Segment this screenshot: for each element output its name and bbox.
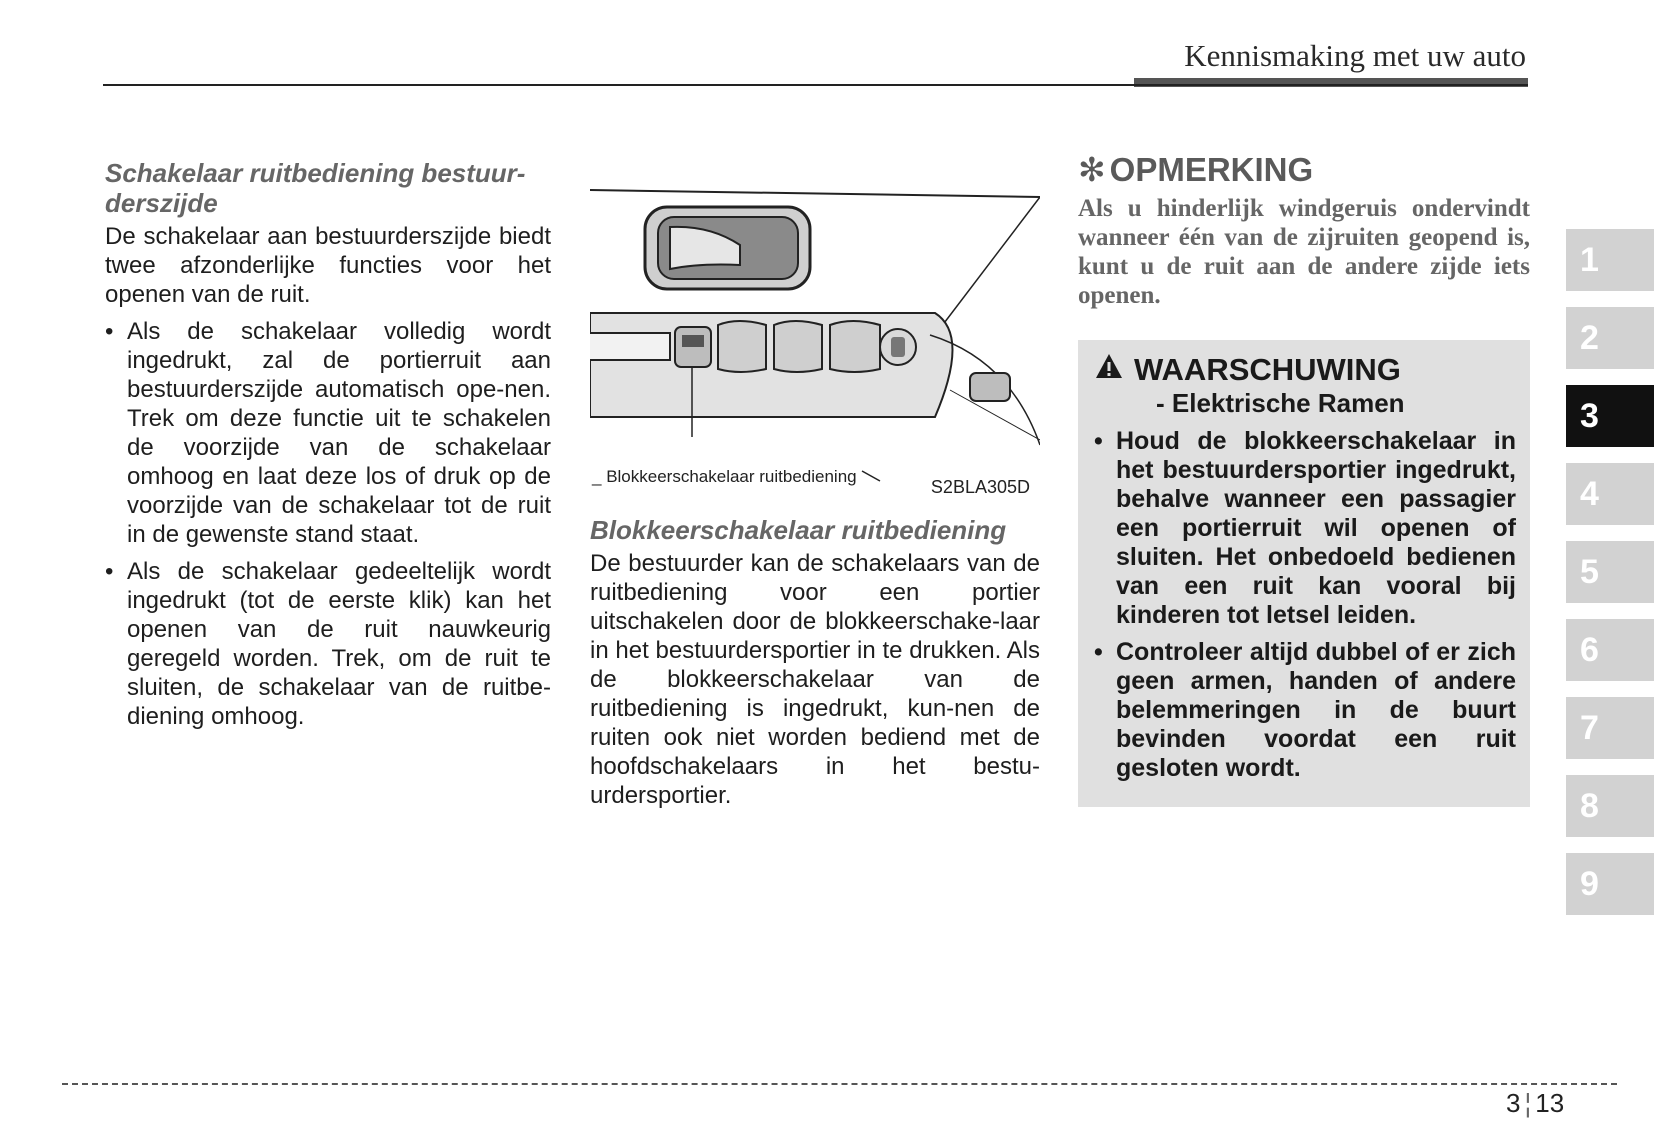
right-column <box>1078 152 1530 807</box>
running-header-title: Kennismaking met uw auto <box>1184 38 1526 73</box>
chapter-tab-5[interactable]: 5 <box>1566 541 1654 603</box>
note-body: Als u hinderlijk windgeruis ondervindt wanneer één van de zijruiten geopend is, kunt u de ruit aan de andere zijde iets openen. <box>1078 195 1530 309</box>
warning-triangle-icon <box>1094 352 1124 387</box>
bullet-list <box>105 317 551 731</box>
chapter-tab-2[interactable]: 2 <box>1566 307 1654 369</box>
note-heading <box>1078 152 1530 188</box>
page-separator: ¦ <box>1524 1088 1532 1118</box>
figure-caption-text: Blokkeerschakelaar ruitbediening <box>606 467 857 486</box>
bullet-item: • Als de schakelaar gedeeltelijk wordt ingedrukt (tot de eerste klik) kan het openen van de ruit nauwkeurig geregeld worden. Trek, om de ruit te sluiten, de schakelaar van de ruitbe-diening omhoog. <box>105 557 551 731</box>
chapter-tab-3[interactable]: 3 <box>1566 385 1654 447</box>
figure-code: S2BLA305D <box>930 477 1030 497</box>
intro-paragraph: De schakelaar aan bestuurderszijde biedt twee afzonderlijke functies voor het openen van de ruit. <box>105 223 551 308</box>
warning-subtitle: - Elektrische Ramen <box>1156 388 1405 418</box>
asterisk-icon: ✻ <box>1078 151 1106 188</box>
left-column <box>105 158 551 739</box>
page-chapter: 3 <box>1506 1088 1521 1118</box>
warning-title-text: WAARSCHUWING <box>1134 351 1401 387</box>
bullet-item: • Als de schakelaar volledig wordt ingedrukt, zal de portierruit aan bestuurderszijde automatisch ope-nen. Trek om deze functie uit te schakelen de voorzijde van de schakelaar omhoog en laat deze los of druk op de voorzijde van de schakelaar tot de ruit in de gewenste stand staat. <box>105 317 551 549</box>
chapter-tab-9[interactable]: 9 <box>1566 853 1654 915</box>
middle-column <box>590 185 1040 810</box>
chapter-tabs <box>1566 229 1654 931</box>
window-switch-illustration <box>590 185 1040 505</box>
page-number <box>1506 1088 1564 1119</box>
chapter-tab-4[interactable]: 4 <box>1566 463 1654 525</box>
note-title-text: OPMERKING <box>1109 151 1314 188</box>
warning-item: • Controleer altijd dubbel of er zich geen armen, handen of andere belemmeringen in de buurt bevinden voordat een ruit gesloten wordt. <box>1094 638 1516 783</box>
door-panel-drawing <box>590 185 1040 505</box>
warning-item: • Houd de blokkeerschakelaar in het bestuurdersportier ingedrukt, behalve wanneer een passagier een portierruit wil openen of sluiten. Het onbedoeld bedienen van een ruit kan vooral bij kinderen tot letsel leiden. <box>1094 427 1516 630</box>
section-subhead-lock-switch: Blokkeerschakelaar ruitbediening <box>590 515 1007 545</box>
warning-heading <box>1094 352 1516 387</box>
page-index: 13 <box>1535 1088 1565 1118</box>
section-subhead-driver-switch: Schakelaar ruitbediening bestuur-derszijde <box>105 158 526 218</box>
chapter-tab-7[interactable]: 7 <box>1566 697 1654 759</box>
door-handle-icon <box>645 207 810 289</box>
footer-dashed-rule <box>62 1083 1617 1085</box>
chapter-tab-8[interactable]: 8 <box>1566 775 1654 837</box>
header-rule <box>103 84 1528 86</box>
warning-box <box>1078 340 1530 807</box>
chapter-tab-6[interactable]: 6 <box>1566 619 1654 681</box>
warning-list <box>1094 427 1516 783</box>
lock-switch-paragraph: De bestuurder kan de schakelaars van de ruitbediening voor een portier uitschakelen door de blokkeerschake-laar in het bestuurdersportier in te drukken. Als de blokkeerschakelaar van de ruitbediening is ingedrukt, kun-nen de ruiten ook niet worden bediend met de hoofdschakelaars in het bestu-urdersportier. <box>590 550 1040 809</box>
chapter-tab-1[interactable]: 1 <box>1566 229 1654 291</box>
figure-caption-label: _ Blokkeerschakelaar ruitbediening <box>592 467 857 486</box>
